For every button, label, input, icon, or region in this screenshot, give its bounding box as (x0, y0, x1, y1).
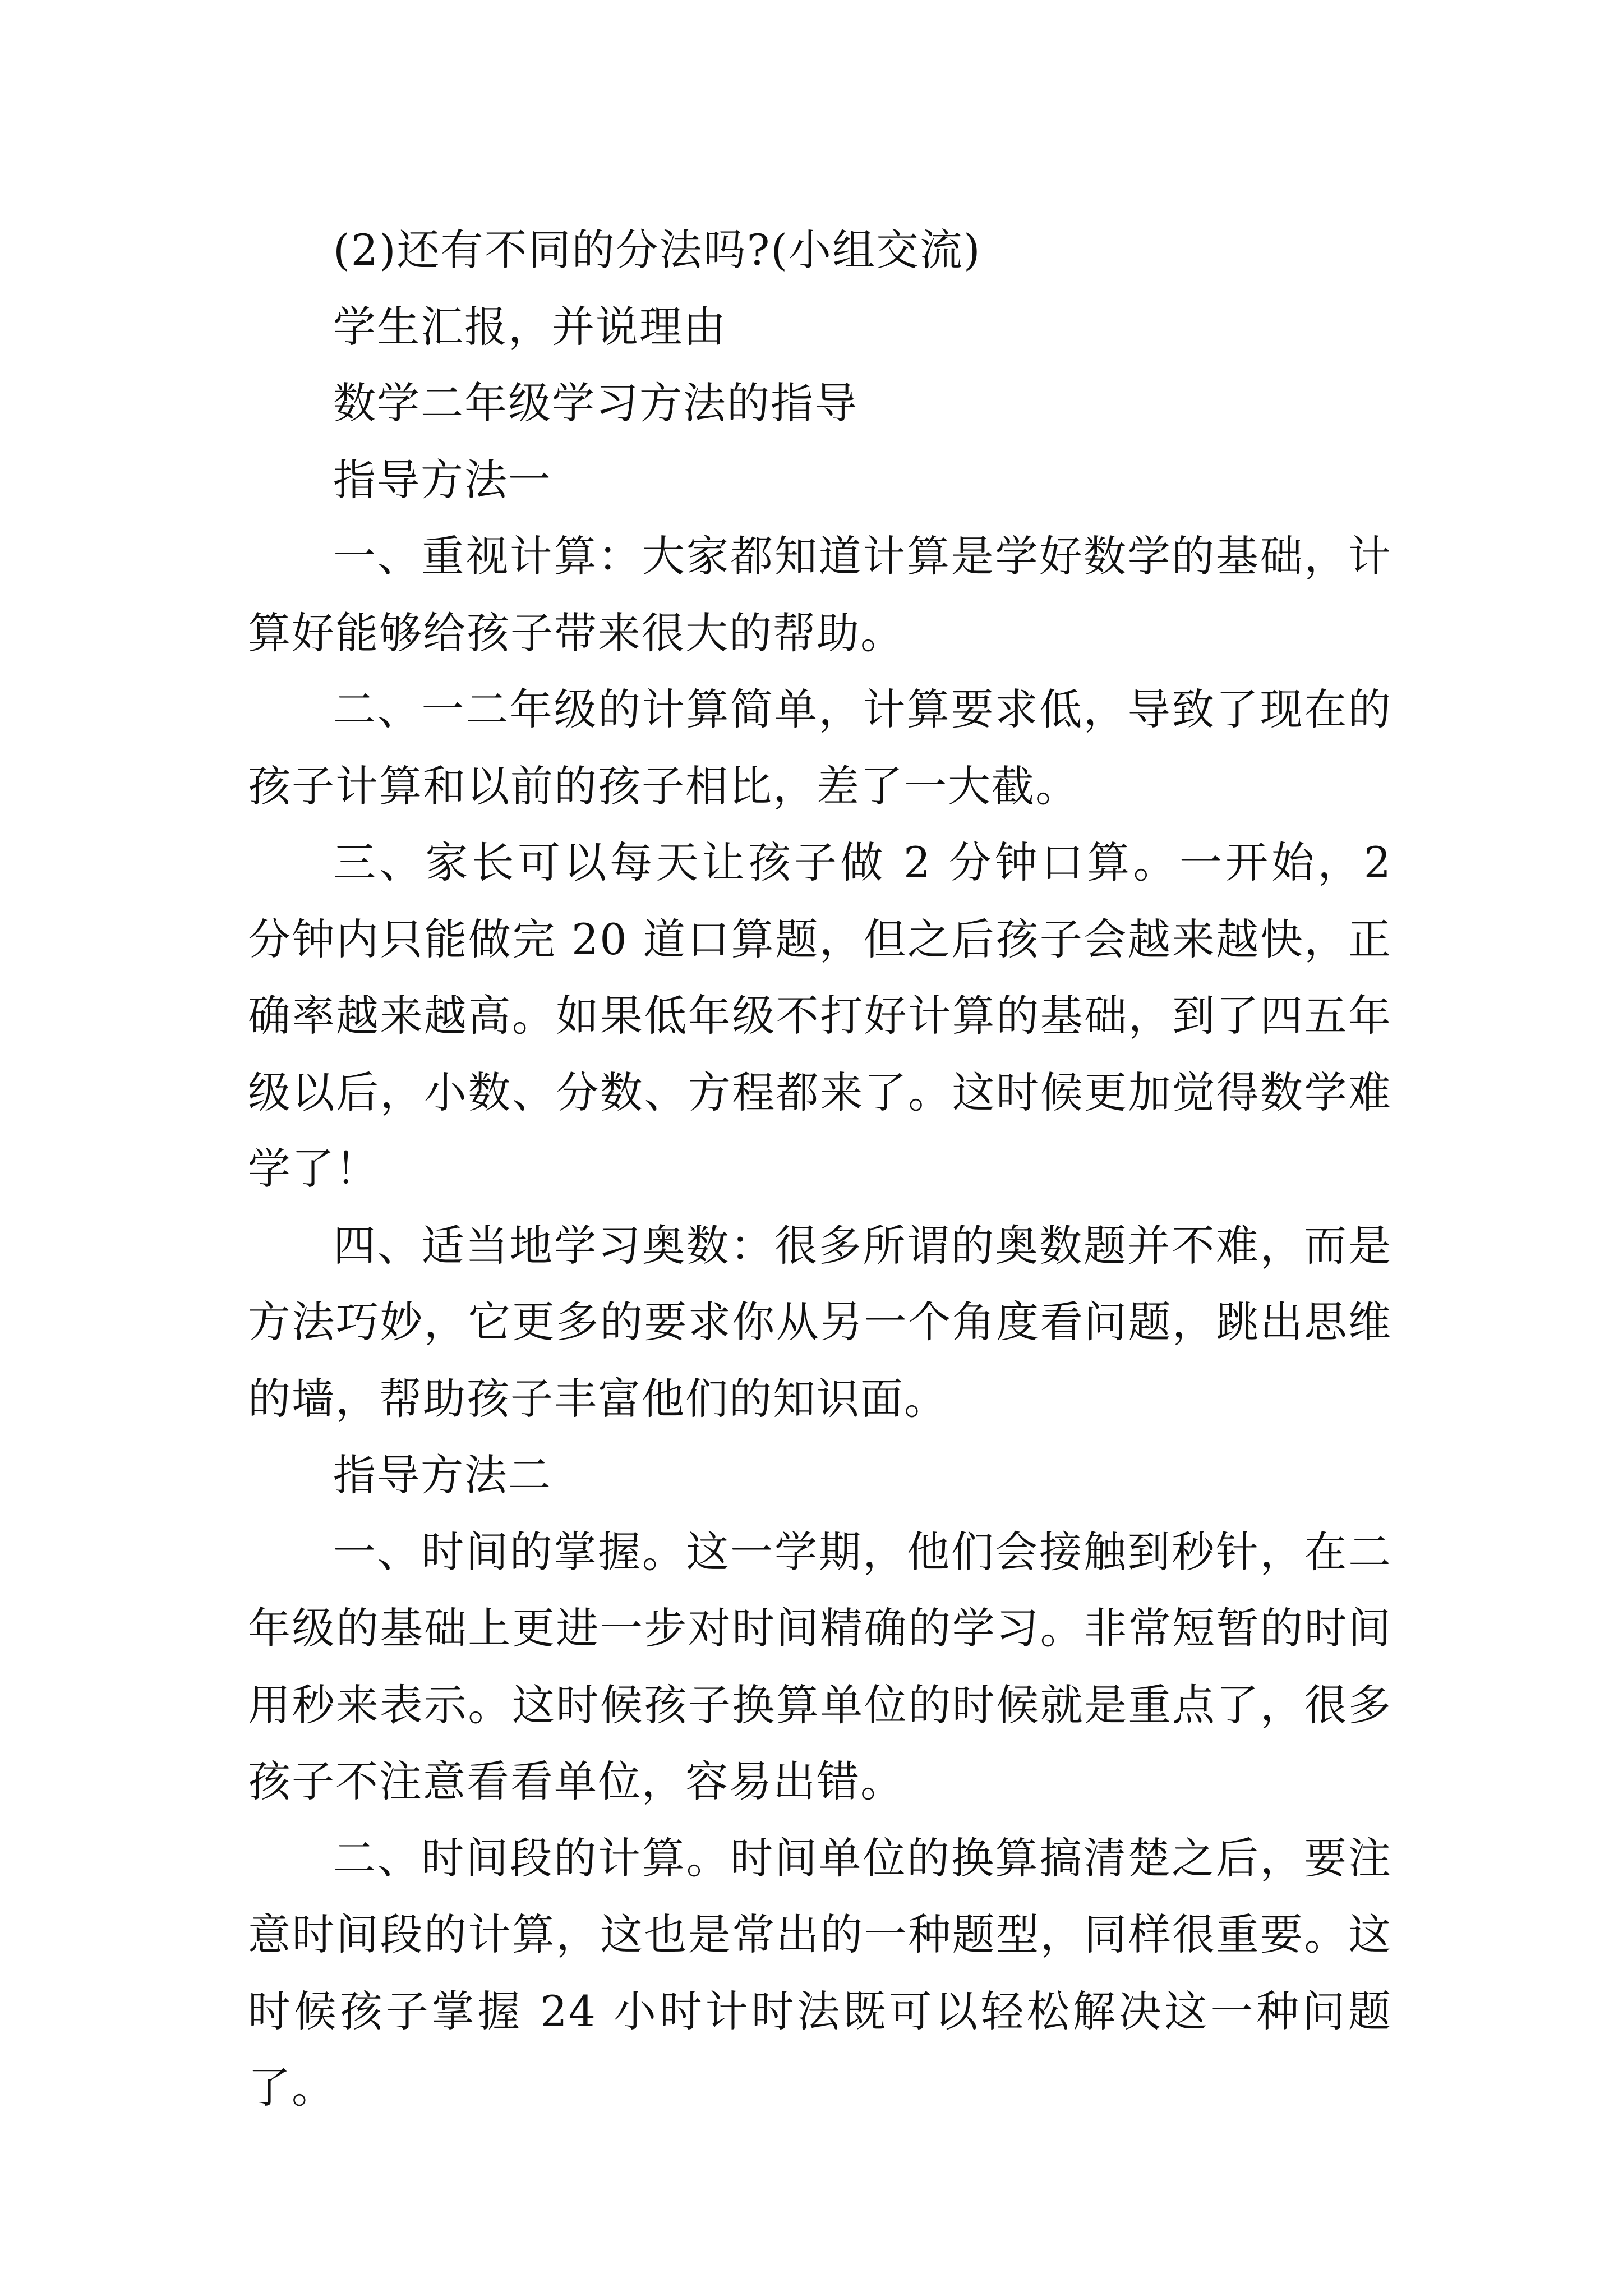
method-one-item-4: 四、适当地学习奥数：很多所谓的奥数题并不难，而是方法巧妙，它更多的要求你从另一个角度看问题，跳出思维的墙，帮助孩子丰富他们的知识面。 (248, 1220, 1392, 1424)
method-one-item-3: 三、家长可以每天让孩子做 2 分钟口算。一开始，2 分钟内只能做完 20 道口算题，但之后孩子会越来越快，正确率越来越高。如果低年级不打好计算的基础，到了四五年级以后，小数、分数、方程都来了。这时候更加觉得数学难学了！ (248, 838, 1392, 1194)
method-one-item-2: 二、一二年级的计算简单，计算要求低，导致了现在的孩子计算和以前的孩子相比，差了一大截。 (248, 684, 1392, 811)
document-body (248, 212, 1392, 2127)
paragraph-student-report: 学生汇报，并说理由 (333, 301, 727, 352)
method-two-heading: 指导方法二 (333, 1450, 552, 1500)
section-heading-study-guidance: 数学二年级学习方法的指导 (333, 378, 858, 428)
method-one-heading: 指导方法一 (333, 454, 552, 505)
method-two-item-2: 二、时间段的计算。时间单位的换算搞清楚之后，要注意时间段的计算，这也是常出的一种题型，同样很重要。这时候孩子掌握 24 小时计时法既可以轻松解决这一种问题了。 (248, 1833, 1392, 2113)
method-one-item-1: 一、重视计算：大家都知道计算是学好数学的基础，计算好能够给孩子带来很大的帮助。 (248, 531, 1392, 658)
paragraph-question: (2)还有不同的分法吗?(小组交流) (333, 225, 981, 275)
method-two-item-1: 一、时间的掌握。这一学期，他们会接触到秒针，在二年级的基础上更进一步对时间精确的学习。非常短暂的时间用秒来表示。这时候孩子换算单位的时候就是重点了，很多孩子不注意看看单位，容易出错。 (248, 1526, 1392, 1806)
